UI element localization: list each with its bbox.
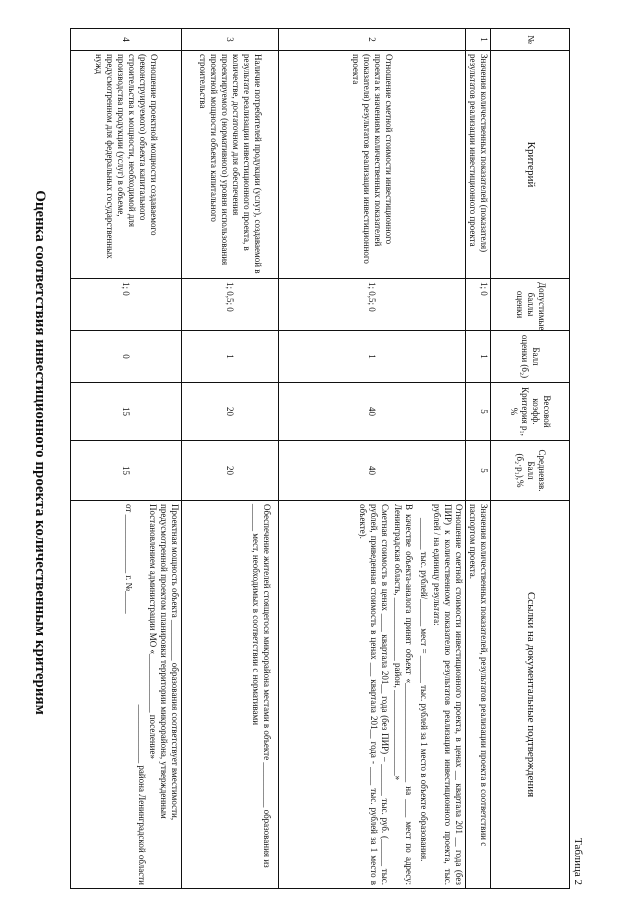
criterion-cell: Значения количественных показателей (показателя) результатов реализации инвестиционного проекта [466,51,491,279]
document-links-cell [278,501,466,889]
weighted-average-cell: 40 [278,441,466,501]
header-allowed-scores: Допустимые баллы оценки [491,279,570,331]
weight-cell: 20 [181,383,278,441]
table-row [466,29,491,889]
criterion-cell: Отношение проектной мощности создаваемого (реконструируемого) объекта капитального строительства к мощности, необходимой для производства продукции (услуг) в объеме, предусмотренном для федеральных государственных нужд [71,51,182,279]
table-caption: Таблица 2 [572,838,584,886]
header-document-links: Ссылки на документальные подтверждения [491,501,570,889]
criteria-table [70,28,570,889]
weighted-average-cell: 15 [71,441,182,501]
row-number: 4 [71,29,182,51]
links-paragraph: _____________ района Ленинградской области [137,704,148,885]
header-num: № [491,29,570,51]
row-number: 3 [181,29,278,51]
score-cell: 1 [181,331,278,383]
links-paragraph: В качестве объекта-аналога принят объект «______________________ на ____ мест по адресу: Ленинградская область, ______________ район, ___________________» [393,504,415,885]
links-paragraph: Проектная мощность объекта _________ образования соответствует вместимости, предусмотренной проектом планировки территории микрорайона, утвержденным Постановлением администрации МО «_____________ поселение» [148,504,180,821]
links-paragraph: от _____________ г. №_____ [124,504,135,614]
header-criterion: Критерий [491,51,570,279]
document-links-cell: Обеспечение жителей стоящегося микрорайона местами в объекте __________ образования из ______ мест, необходимых в соответствии с нормативами [181,501,278,889]
score-cell: 0 [71,331,182,383]
weight-cell: 40 [278,383,466,441]
allowed-scores-cell: 1; 0 [71,279,182,331]
criterion-cell: Отношение сметной стоимости инвестиционного проекта к значениям количественных показателей (показателя) результатов реализации инвестиционного проекта [278,51,466,279]
links-paragraph: Сметная стоимость в ценах ____ квартала 201__ года (без ПИР) – _______ тыс. руб. (______ тыс. рублей, приведенная стоимость в ценах ___ квартала 201__ года - ____ тыс. рублей за 1 место в объекте). [358,504,391,885]
header-score: Балл оценки (б₂) [491,331,570,383]
score-cell: 1 [278,331,466,383]
links-paragraph: Отношение сметной стоимости инвестиционного проекта, в ценах __ квартала 201 __ года (без ПИР) к количественному показателю результатов реализации инвестиционного проекта, тыс. рублей / на единицу результата: [432,504,465,885]
table-row [181,29,278,889]
allowed-scores-cell: 1; 0,5; 0 [278,279,466,331]
row-number: 1 [466,29,491,51]
table-header-row [491,29,570,889]
document-links-cell: Значения количественных показателей, результатов реализации проекта в соответствии с паспортом проекта. [466,501,491,889]
weight-cell: 15 [71,383,182,441]
weighted-average-cell: 20 [181,441,278,501]
criterion-cell: Наличие потребителей продукции (услуг), создаваемой в результате реализации инвестиционного проекта, в количестве, достаточном для обеспечения проектируемого (нормативного) уровня использования проектной мощности объекта капитального строительства [181,51,278,279]
table-row [278,29,466,889]
document-links-cell [71,501,182,889]
header-weighted-average: Средневзв. Балл (б₂·р₁),% [491,441,570,501]
row-number: 2 [278,29,466,51]
weighted-average-cell: 5 [466,441,491,501]
page-title: Оценка соответствия инвестиционного проекта количественным критериям [32,190,48,715]
header-weight: Весовой коэфф. Критерия р₁, % [491,383,570,441]
score-cell: 1 [466,331,491,383]
allowed-scores-cell: 1; 0,5; 0 [181,279,278,331]
links-paragraph: _______ тыс. рублей/______ мест = ______ тыс. рублей за 1 место в объекте образования. [419,518,430,862]
table-row [71,29,182,889]
allowed-scores-cell: 1; 0 [466,279,491,331]
weight-cell: 5 [466,383,491,441]
